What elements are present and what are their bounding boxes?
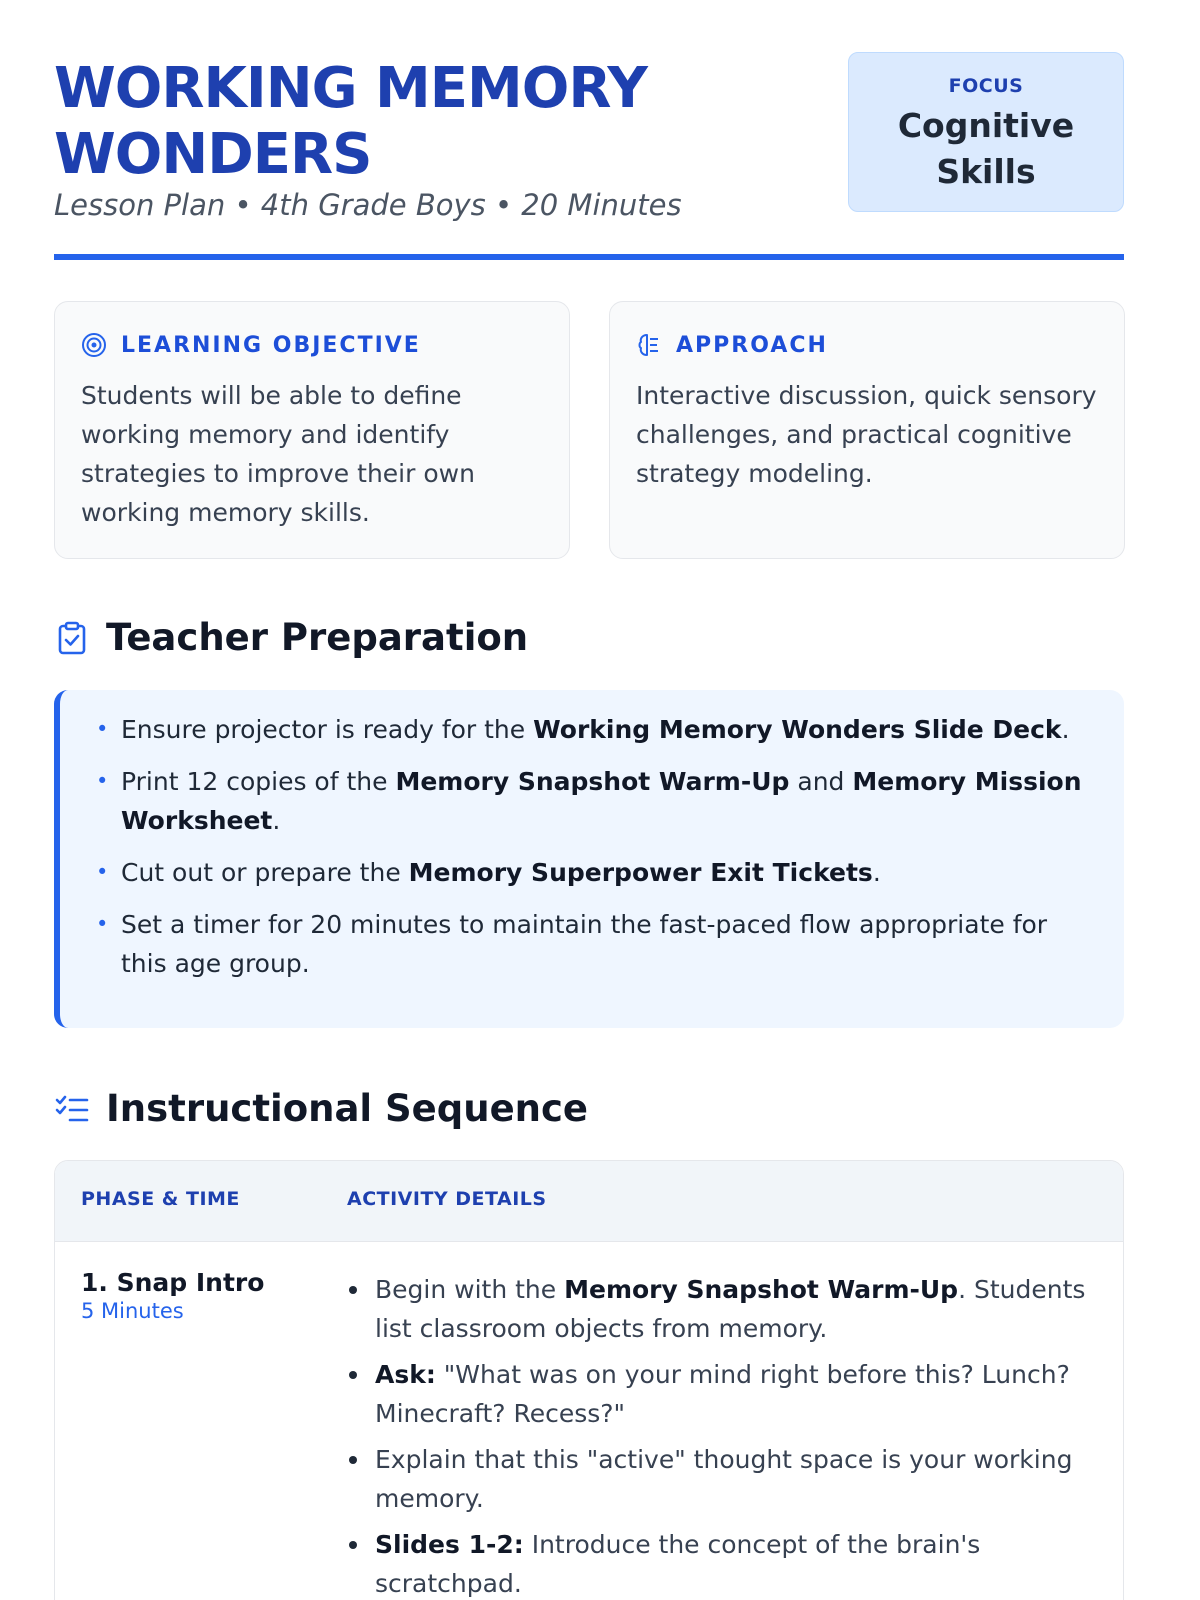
prep-item xyxy=(96,853,1084,892)
prep-bold: Memory Mission Worksheet xyxy=(121,767,1082,835)
prep-item xyxy=(96,710,1084,749)
activity-item xyxy=(347,1525,1107,1600)
activity-text: "What was on your mind right before this? Lunch? Minecraft? Recess?" xyxy=(375,1360,1070,1428)
activity-bold: Ask: xyxy=(375,1360,436,1389)
objective-card xyxy=(54,301,570,559)
activity-bold: Memory Snapshot Warm-Up xyxy=(564,1275,959,1304)
activity-text: Begin with the xyxy=(375,1275,565,1304)
prep-bold: Memory Superpower Exit Tickets xyxy=(408,858,873,887)
prep-item xyxy=(96,762,1084,840)
summary-cards xyxy=(54,301,1124,559)
brain-icon xyxy=(636,332,662,358)
approach-title: APPROACH xyxy=(676,332,828,358)
table-header xyxy=(55,1161,1123,1242)
prep-text: . xyxy=(872,858,881,887)
prep-item xyxy=(96,905,1084,983)
objective-text: Students will be able to define working memory and identify strategies to improve their own working memory skills. xyxy=(81,381,475,527)
list-check-icon xyxy=(54,1091,90,1127)
page-title xyxy=(54,56,734,188)
focus-label: FOCUS xyxy=(948,75,1024,97)
column-header-activity: ACTIVITY DETAILS xyxy=(347,1188,547,1210)
approach-text: Interactive discussion, quick sensory challenges, and practical cognitive strategy modeling. xyxy=(636,381,1097,488)
page-subtitle: Lesson Plan • 4th Grade Boys • 20 Minutes xyxy=(54,188,682,222)
title-line-1: WORKING MEMORY xyxy=(54,56,647,121)
phase-cell xyxy=(81,1268,264,1323)
activity-item xyxy=(347,1440,1107,1518)
activity-item xyxy=(347,1270,1107,1348)
prep-text: . xyxy=(1061,715,1070,744)
prep-text: . xyxy=(272,806,281,835)
activity-text: . Students list classroom objects from memory. xyxy=(375,1275,1086,1343)
prep-list xyxy=(96,710,1084,983)
phase-name: 1. Snap Intro xyxy=(81,1268,265,1297)
teacher-prep-box xyxy=(54,690,1124,1028)
activity-text: Introduce the concept of the brain's scratchpad. xyxy=(375,1530,981,1598)
instructional-sequence-title: Instructional Sequence xyxy=(106,1087,589,1130)
phase-time: 5 Minutes xyxy=(81,1299,184,1323)
prep-text: Ensure projector is ready for the xyxy=(121,715,534,744)
header xyxy=(54,52,1124,260)
teacher-prep-title: Teacher Preparation xyxy=(106,616,529,659)
focus-value-line-2: Skills xyxy=(936,152,1036,191)
column-header-phase: PHASE & TIME xyxy=(81,1188,240,1210)
focus-value-line-1: Cognitive xyxy=(897,106,1075,145)
prep-bold: Working Memory Wonders Slide Deck xyxy=(533,715,1062,744)
target-icon xyxy=(81,332,107,358)
activity-text: Explain that this "active" thought space is your working memory. xyxy=(375,1445,1073,1513)
activity-item xyxy=(347,1355,1107,1433)
activity-bold: Slides 1-2: xyxy=(375,1530,524,1559)
instructional-sequence-heading xyxy=(54,1087,588,1130)
approach-card xyxy=(609,301,1125,559)
activity-list xyxy=(347,1270,1107,1600)
teacher-prep-heading xyxy=(54,616,528,659)
title-line-2: WONDERS xyxy=(54,122,372,187)
prep-text: Cut out or prepare the xyxy=(121,858,409,887)
clipboard-check-icon xyxy=(54,620,90,656)
prep-text: Print 12 copies of the xyxy=(121,767,396,796)
focus-value xyxy=(849,103,1123,195)
sequence-table xyxy=(54,1160,1124,1600)
prep-bold: Memory Snapshot Warm-Up xyxy=(395,767,790,796)
objective-title: LEARNING OBJECTIVE xyxy=(121,332,421,358)
prep-text: Set a timer for 20 minutes to maintain the fast-paced flow appropriate for this age group. xyxy=(121,910,1048,978)
focus-badge xyxy=(848,52,1124,212)
prep-text: and xyxy=(789,767,853,796)
